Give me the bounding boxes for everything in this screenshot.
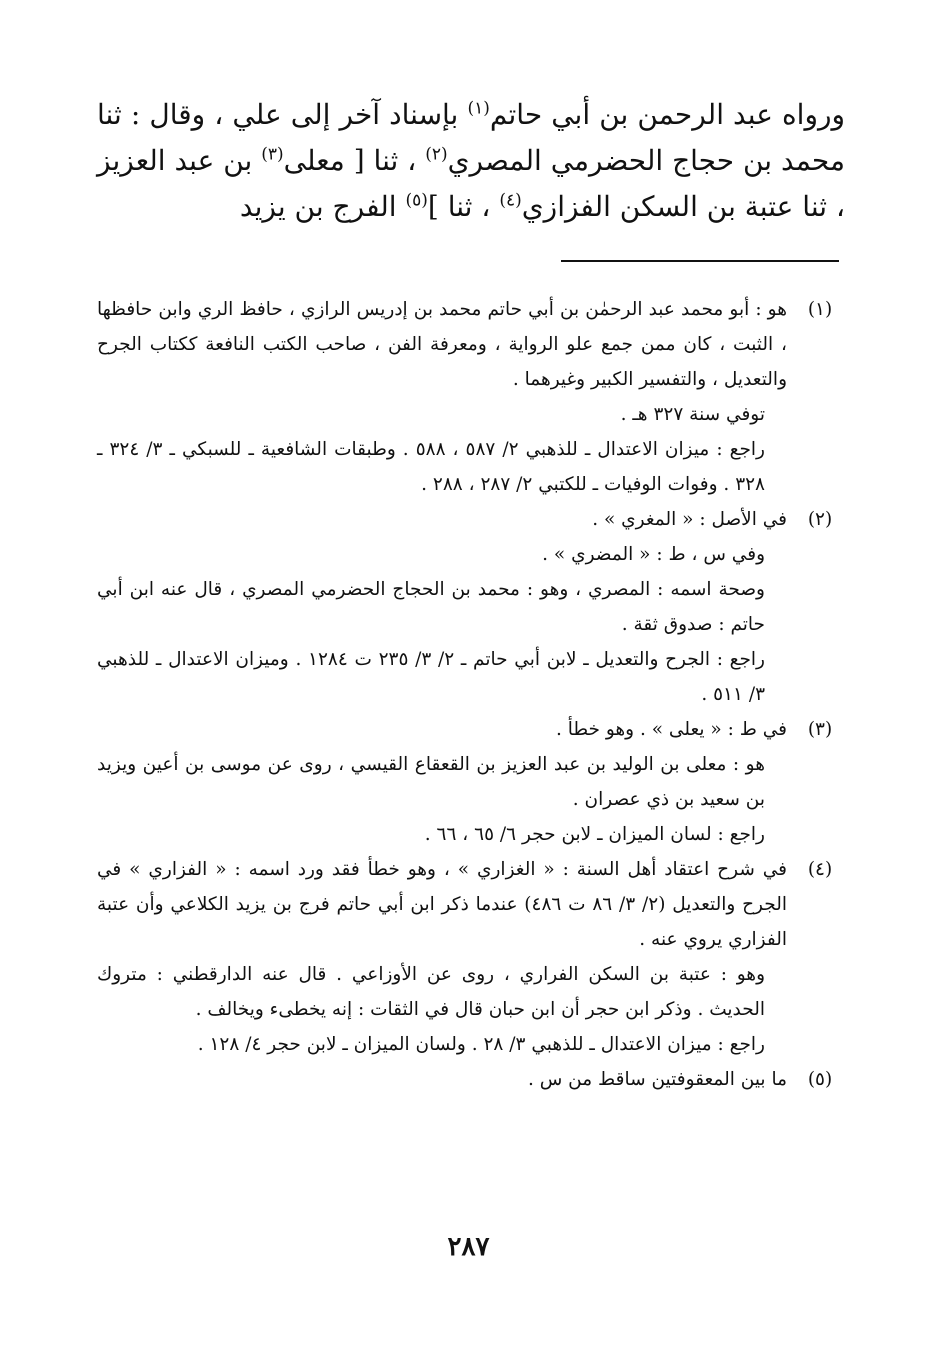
footnote-paragraph: هو : أبو محمد عبد الرحمٰن بن أبي حاتم محمد بن إدريس الرازي ، حافظ الري وابن حافظها ، الثبت ، كان ممن جمع علو الرواية ، ومعرفة الفن ، صاحب الكتب النافعة ككتاب الجرح والتعديل ، والتفسير الكبير وغيرهما . — [97, 299, 787, 390]
footnote-separator — [561, 260, 839, 262]
main-line: ، ثنا ] — [427, 190, 491, 223]
footnote-paragraph: وهو : عتبة بن السكن الفراري ، روى عن الأوزاعي . قال عنه الدارقطني : متروك الحديث . وذكر ابن حجر أن ابن حبان قال في الثقات : إنه يخطىء ويخالف . — [97, 964, 765, 1020]
footnotes — [97, 292, 845, 1097]
main-line: بإسناد آخر إلى علي ، وقال : — [130, 98, 459, 131]
footnote-paragraph: في الأصل : « المغري » . — [592, 509, 787, 530]
footnote-paragraph: وفي س ، ط : « المضري » . — [542, 544, 765, 565]
footnote-paragraph: ما بين المعقوفتين ساقط من س . — [527, 1069, 787, 1090]
footnote-paragraph: راجع : الجرح والتعديل ـ لابن أبي حاتم ـ ٢/ ٣/ ٢٣٥ ت ١٢٨٤ . وميزان الاعتدال ـ للذهبي ٣/ ٥١١ . — [97, 649, 765, 705]
footnote-1 — [97, 292, 845, 502]
footnote-ref: (٣) — [261, 144, 284, 165]
main-line: ، ثنا [ معلى — [283, 144, 417, 177]
footnote-ref: (٥) — [405, 190, 428, 211]
footnote-4 — [97, 852, 845, 1062]
main-line: العزيز ، ثنا عتبة بن السكن الفزازي — [97, 144, 845, 223]
main-line: ثنا محمد بن حجاج الحضرمي المصري — [97, 98, 845, 177]
page-number: ٢٨٧ — [447, 1232, 490, 1262]
footnote-paragraph: راجع : ميزان الاعتدال ـ للذهبي ٣/ ٢٨ . ولسان الميزان ـ لابن حجر ٤/ ١٢٨ . — [197, 1034, 765, 1055]
footnote-ref: (٢) — [425, 144, 448, 165]
footnote-paragraph: راجع : ميزان الاعتدال ـ للذهبي ٢/ ٥٨٧ ، ٥٨٨ . وطبقات الشافعية ـ للسبكي ـ ٣/ ٣٢٤ ـ ٣٢٨ . وفوات الوفيات ـ للكتبي ٢/ ٢٨٧ ، ٢٨٨ . — [97, 439, 765, 495]
footnote-number: (٣) — [807, 719, 833, 740]
footnote-paragraph: هو : معلى بن الوليد بن عبد العزيز بن القعقاع القيسي ، روى عن موسى بن أعين ويزيد بن سعيد بن ذي عصران . — [97, 754, 765, 810]
footnote-paragraph: راجع : لسان الميزان ـ لابن حجر ٦/ ٦٥ ، ٦٦ . — [424, 824, 765, 845]
main-paragraph — [97, 92, 845, 230]
footnote-paragraph: في شرح اعتقاد أهل السنة : « الغزاري » ، وهو خطأ فقد ورد اسمه : « الفزاري » في الجرح والتعديل (٢/ ٣/ ٨٦ ت ٤٨٦) عندما ذكر ابن أبي حاتم فرج بن يزيد الكلاعي وأن عتبة الفزاري يروي عنه . — [97, 859, 787, 950]
footnote-number: (٢) — [807, 509, 833, 530]
main-text — [97, 92, 845, 230]
footnote-paragraph: وصحة اسمه : المصري ، وهو : محمد بن الحجاج الحضرمي المصري ، قال عنه ابن أبي حاتم : صدوق ثقة . — [97, 579, 765, 635]
footnote-2 — [97, 502, 845, 712]
footnote-paragraph: توفي سنة ٣٢٧ هـ . — [620, 404, 765, 425]
footnote-number: (١) — [807, 299, 833, 320]
main-line: بن عبد — [174, 144, 253, 177]
footnote-3 — [97, 712, 845, 852]
footnote-number: (٤) — [807, 859, 833, 880]
main-line: ورواه عبد الرحمن بن أبي حاتم — [489, 98, 846, 131]
footnote-paragraph: في ط : « يعلى » . وهو خطأ . — [555, 719, 787, 740]
footnote-ref: (٤) — [499, 190, 522, 211]
main-line: الفرج بن يزيد — [239, 190, 397, 223]
footnote-number: (٥) — [807, 1069, 833, 1090]
footnote-5 — [97, 1062, 845, 1097]
footnote-ref: (١) — [467, 98, 490, 119]
